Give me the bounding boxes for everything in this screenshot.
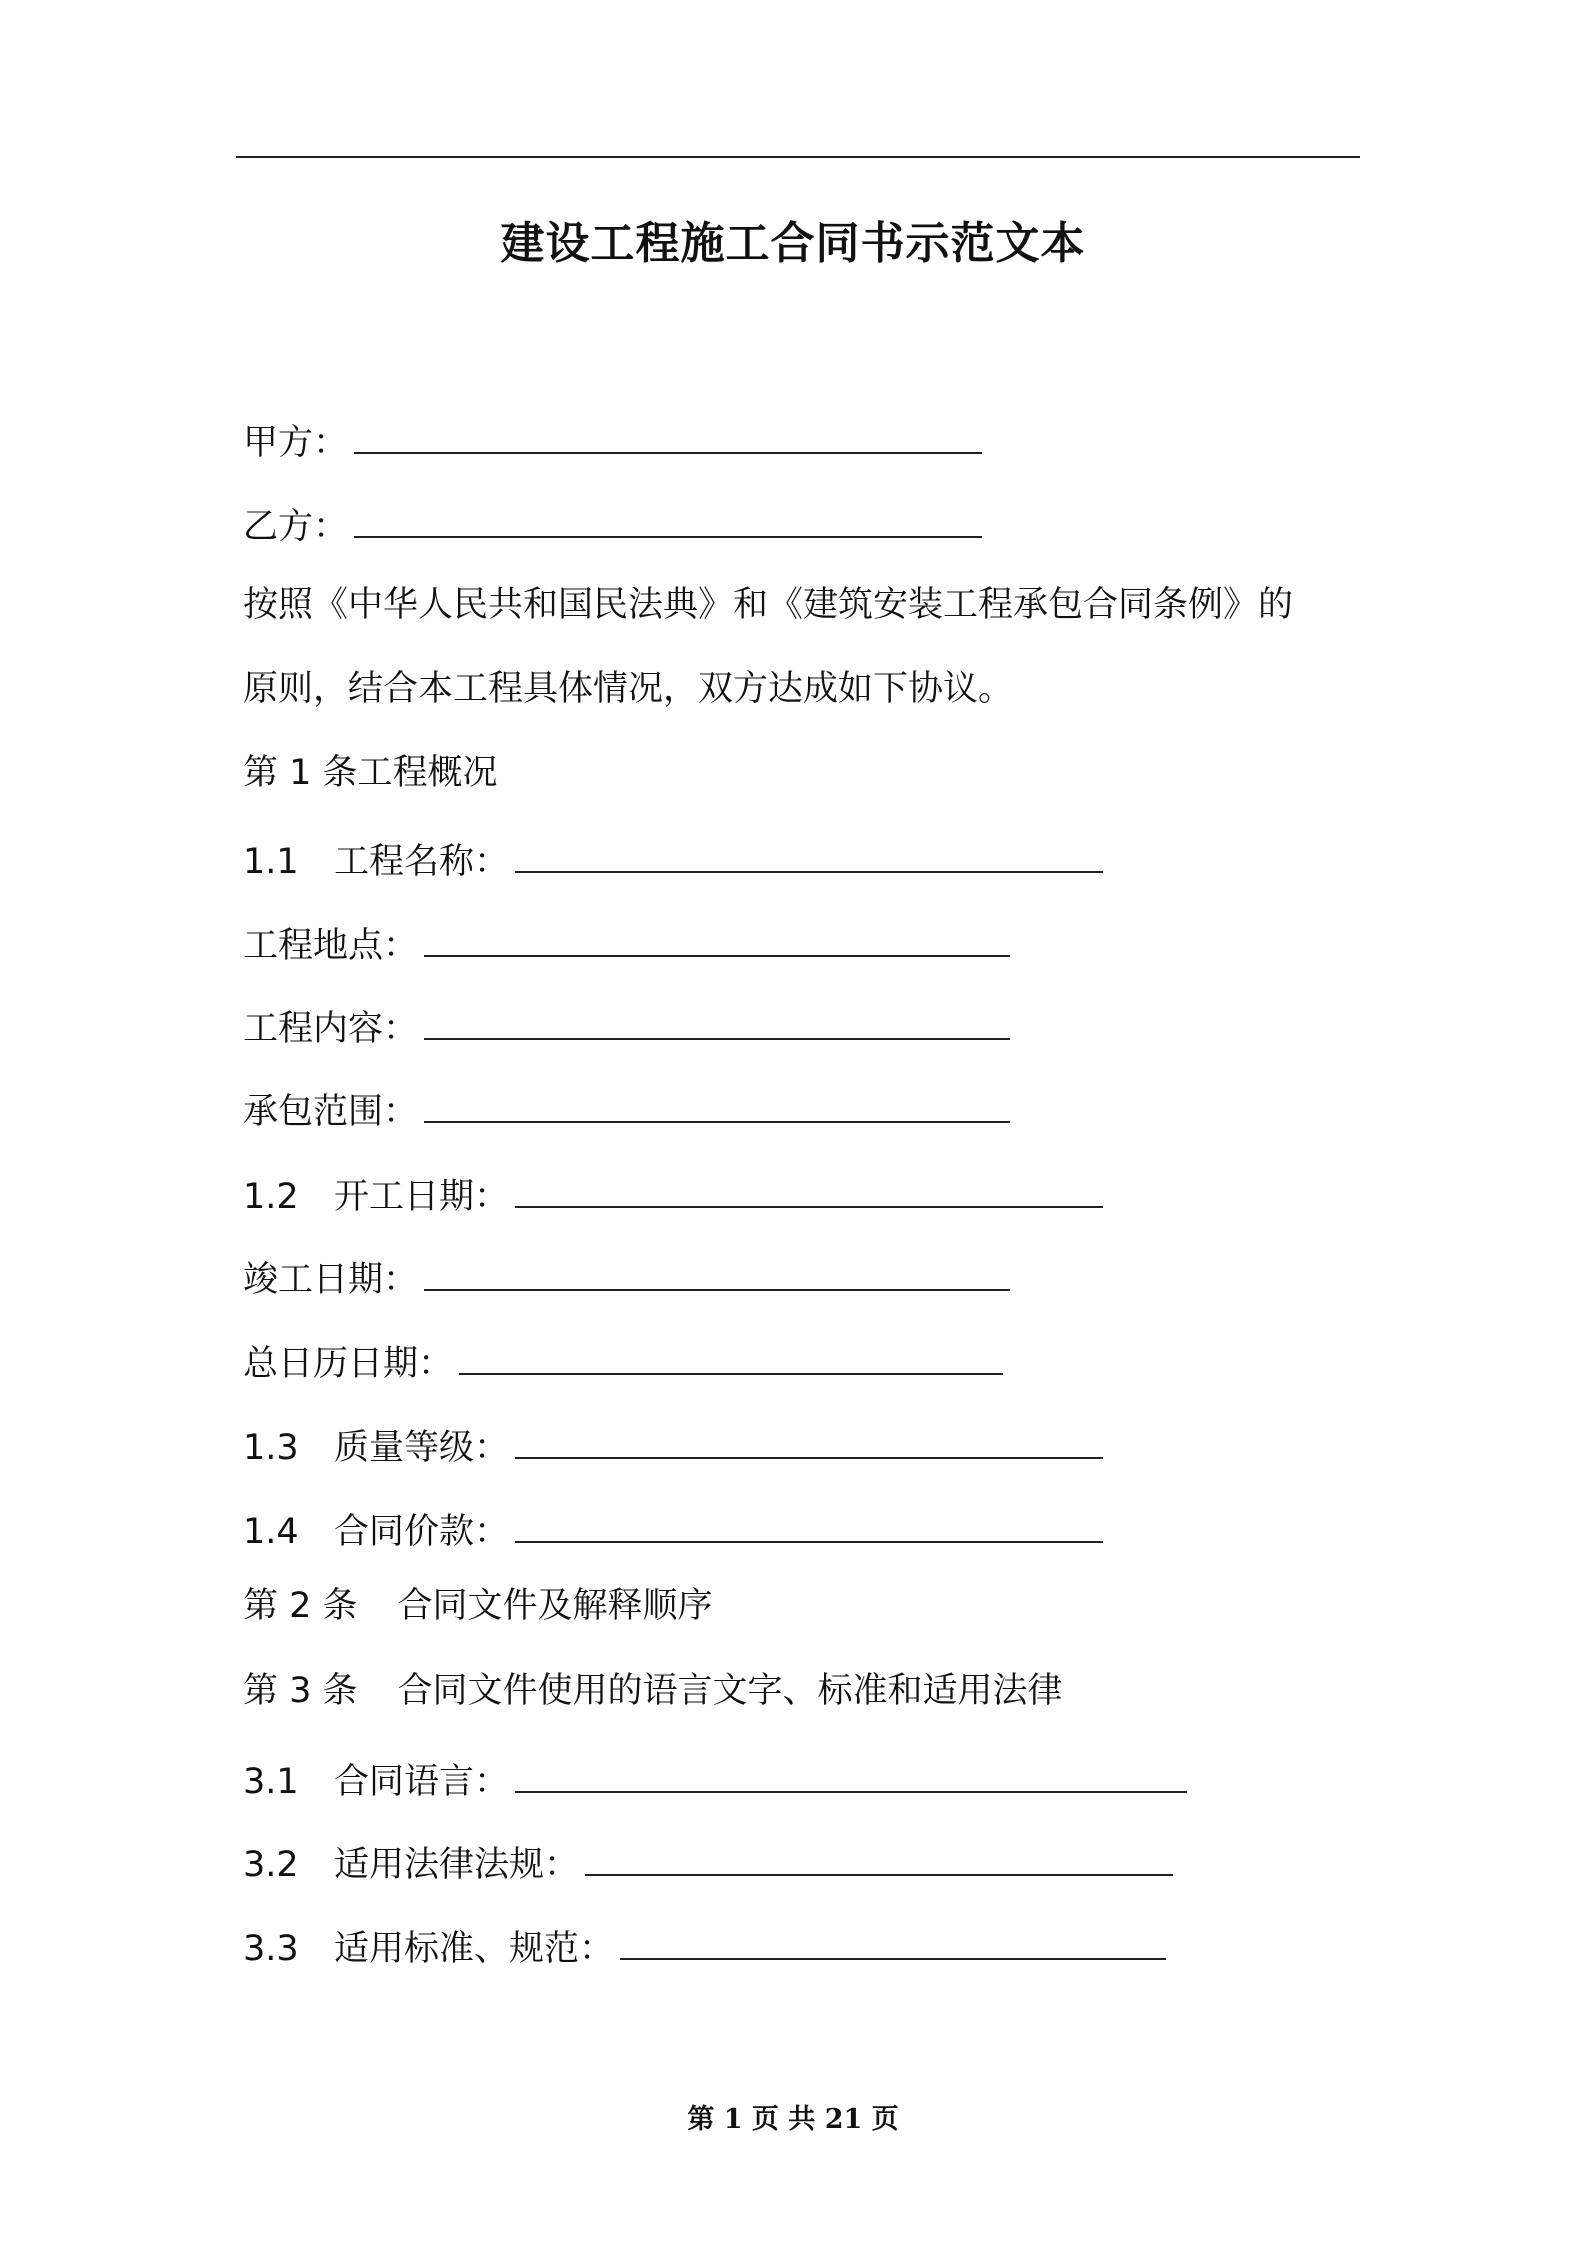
clause-number-1-2: 1.2 [243,1177,299,1217]
party-b-blank [354,506,982,538]
contract-price-line [243,1507,1103,1557]
laws-blank [585,1844,1173,1876]
contract-scope-line [243,1087,1010,1137]
page-number-footer: 第 1 页 共 21 页 [687,2104,899,2135]
clause-number-3-2: 3.2 [243,1845,299,1885]
standards-line [243,1924,1166,1974]
completion-date-blank [424,1259,1010,1291]
party-a-line [243,418,982,468]
laws-label: 适用法律法规： [334,1845,580,1885]
total-days-line [243,1339,1003,1389]
contract-price-label: 合同价款： [334,1512,510,1552]
article-2-number: 第 2 条 [243,1586,358,1626]
header-rule [236,156,1360,158]
intro-line-1: 按照《中华人民共和国民法典》和《建筑安装工程承包合同条例》的 [243,585,1294,625]
contract-price-blank [515,1511,1103,1543]
contract-scope-label: 承包范围： [243,1092,419,1132]
article-3-title: 合同文件使用的语言文字、标准和适用法律 [397,1671,1063,1711]
start-date-label: 开工日期： [334,1177,510,1217]
standards-label: 适用标准、规范： [334,1929,615,1969]
clause-number-3-3: 3.3 [243,1929,299,1969]
project-location-blank [424,925,1010,957]
project-name-line [243,837,1103,887]
project-content-line [243,1004,1010,1054]
project-content-blank [424,1008,1010,1040]
quality-grade-blank [515,1427,1103,1459]
completion-date-line [243,1255,1010,1305]
total-days-blank [459,1343,1003,1375]
total-days-label: 总日历日期： [243,1344,454,1384]
project-name-blank [515,841,1103,873]
start-date-line [243,1172,1103,1222]
party-a-label: 甲方： [243,423,349,463]
start-date-blank [515,1176,1103,1208]
laws-line [243,1840,1173,1890]
project-location-label: 工程地点： [243,926,419,966]
quality-grade-label: 质量等级： [334,1428,510,1468]
party-b-line [243,502,982,552]
completion-date-label: 竣工日期： [243,1260,419,1300]
language-label: 合同语言： [334,1762,510,1802]
document-title: 建设工程施工合同书示范文本 [500,218,1086,269]
article-2-heading [243,1581,713,1631]
clause-number-3-1: 3.1 [243,1762,299,1802]
language-line [243,1757,1187,1807]
party-b-label: 乙方： [243,507,349,547]
quality-grade-line [243,1423,1103,1473]
intro-line-2: 原则，结合本工程具体情况，双方达成如下协议。 [243,669,1014,709]
clause-number-1-4: 1.4 [243,1512,299,1552]
language-blank [515,1761,1187,1793]
article-2-title: 合同文件及解释顺序 [397,1586,713,1626]
project-location-line [243,921,1010,971]
project-name-label: 工程名称： [334,842,510,882]
article-3-heading [243,1666,1063,1716]
party-a-blank [354,422,982,454]
project-content-label: 工程内容： [243,1009,419,1049]
standards-blank [620,1928,1166,1960]
article-3-number: 第 3 条 [243,1671,358,1711]
article-1-heading: 第 1 条工程概况 [243,753,498,793]
clause-number-1-1: 1.1 [243,842,299,882]
clause-number-1-3: 1.3 [243,1428,299,1468]
contract-scope-blank [424,1091,1010,1123]
